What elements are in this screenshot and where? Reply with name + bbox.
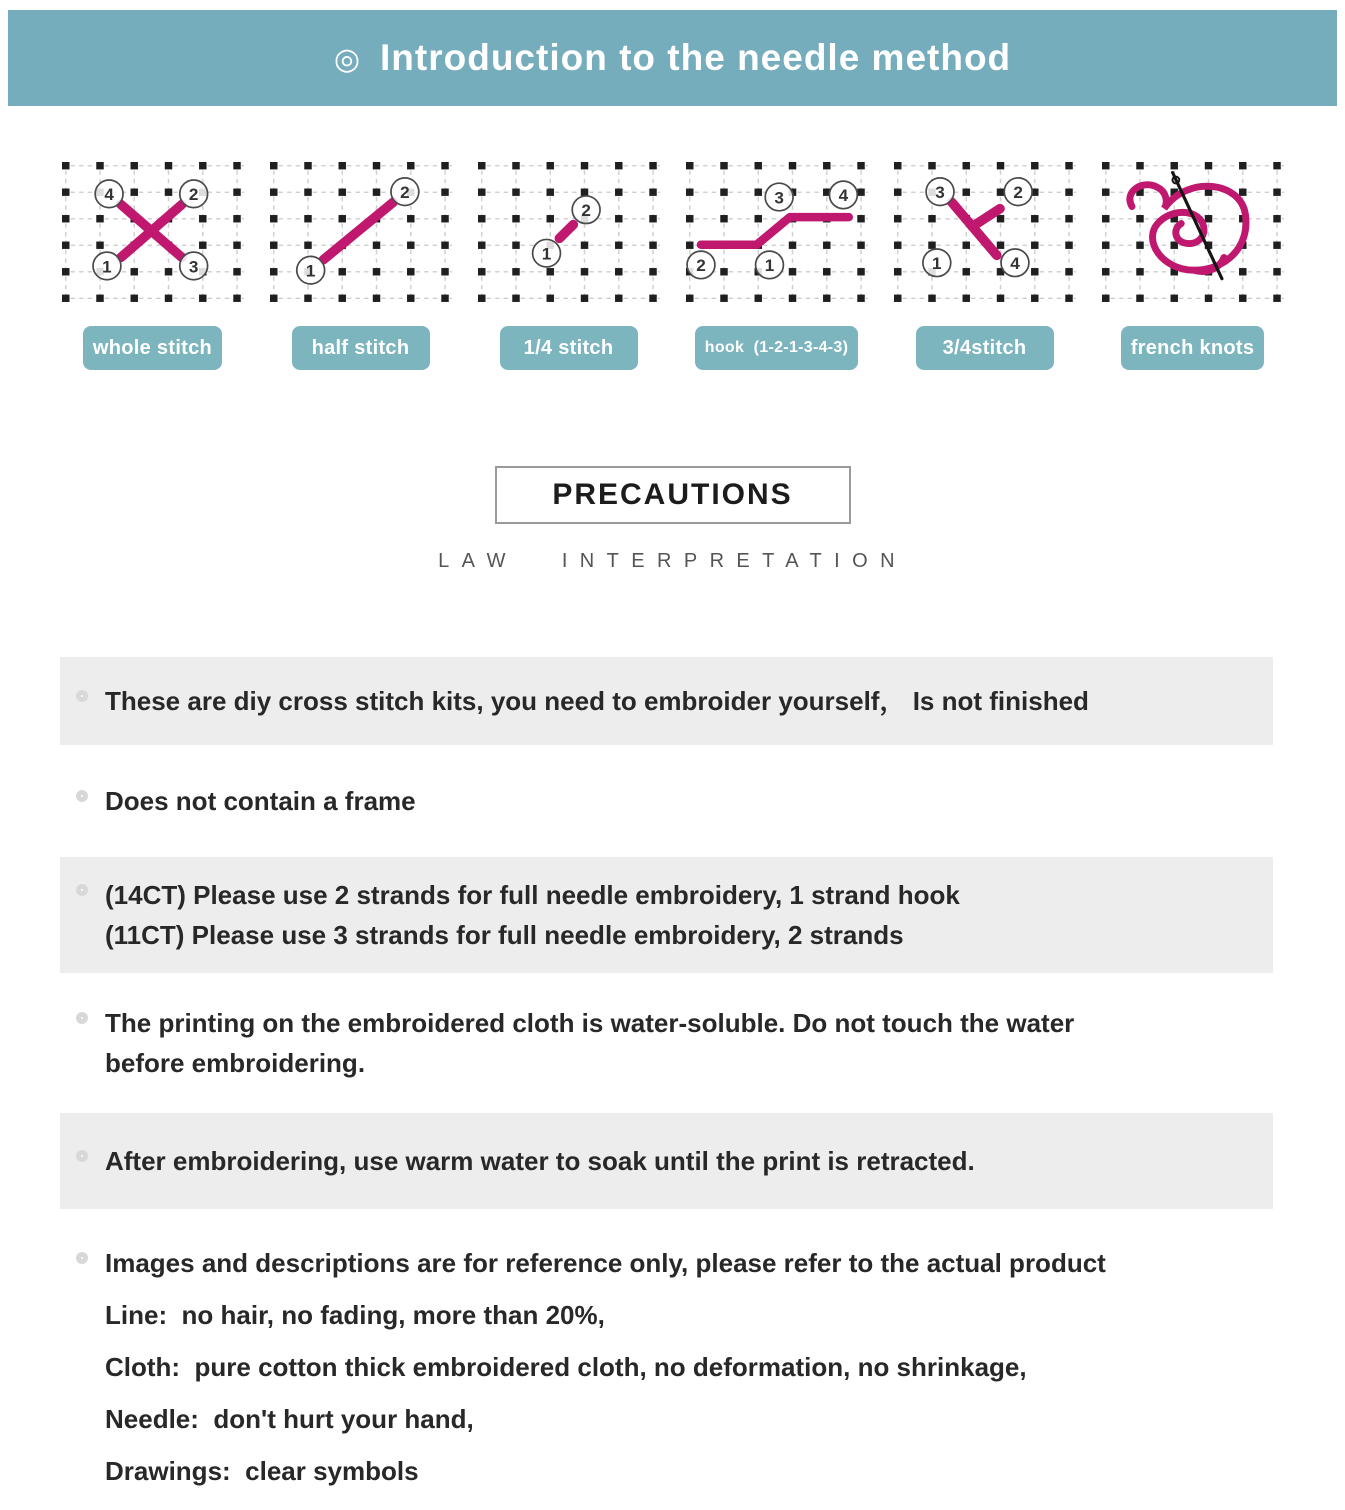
list-item bbox=[60, 985, 1273, 1101]
page-title: Introduction to the needle method bbox=[380, 37, 1012, 78]
ring-bullet-icon bbox=[76, 690, 88, 702]
ring-bullet-icon bbox=[76, 884, 88, 896]
stitch-panel-half bbox=[270, 162, 452, 370]
precautions-title: PRECAUTIONS bbox=[552, 478, 793, 511]
svg-text:4: 4 bbox=[103, 185, 114, 205]
svg-text:2: 2 bbox=[580, 201, 591, 221]
precaution-text: before embroidering. bbox=[105, 1048, 366, 1078]
stitch-label-french-knots: french knots bbox=[1121, 326, 1265, 370]
precautions-list bbox=[60, 657, 1273, 1499]
svg-text:3: 3 bbox=[188, 257, 198, 277]
law-interpretation-subtitle: LAW INTERPRETATION bbox=[438, 550, 907, 572]
precaution-subtext: Needle: don't hurt your hand, bbox=[105, 1404, 474, 1434]
hook-stitch-diagram bbox=[686, 162, 868, 302]
double-circle-icon: ◎ bbox=[333, 43, 361, 76]
list-item bbox=[60, 1113, 1273, 1209]
svg-text:3: 3 bbox=[934, 183, 945, 203]
precaution-text: After embroidering, use warm water to soak until the print is retracted. bbox=[105, 1146, 975, 1176]
precaution-subtext: Drawings: clear symbols bbox=[105, 1456, 419, 1486]
stitch-label-quarter: 1/4 stitch bbox=[500, 326, 638, 370]
stitch-panel-three-quarter bbox=[894, 162, 1076, 370]
svg-text:1: 1 bbox=[764, 256, 774, 276]
precaution-text: These are diy cross stitch kits, you need to embroider yourself， Is not finished bbox=[105, 686, 1089, 716]
svg-text:1: 1 bbox=[305, 261, 315, 281]
list-item bbox=[60, 857, 1273, 973]
list-item bbox=[60, 1221, 1273, 1499]
ring-bullet-icon bbox=[76, 1252, 88, 1264]
stitch-diagram-row bbox=[0, 162, 1345, 370]
quarter-stitch-diagram bbox=[478, 162, 660, 302]
whole-stitch-diagram bbox=[62, 162, 244, 302]
precaution-text: The printing on the embroidered cloth is water-soluble. Do not touch the water bbox=[105, 1008, 1075, 1038]
french-knots-diagram bbox=[1102, 162, 1284, 302]
ring-bullet-icon bbox=[76, 1012, 88, 1024]
stitch-label-three-quarter: 3/4stitch bbox=[916, 326, 1054, 370]
stitch-panel-french-knots bbox=[1102, 162, 1284, 370]
header-banner bbox=[8, 10, 1337, 106]
ring-bullet-icon bbox=[76, 1150, 88, 1162]
svg-text:4: 4 bbox=[838, 186, 848, 206]
half-stitch-diagram bbox=[270, 162, 452, 302]
svg-text:3: 3 bbox=[773, 188, 784, 208]
stitch-panel-quarter bbox=[478, 162, 660, 370]
list-item bbox=[60, 757, 1273, 845]
svg-text:2: 2 bbox=[399, 183, 410, 203]
svg-text:1: 1 bbox=[931, 254, 942, 274]
precaution-text: Images and descriptions are for reference only, please refer to the actual product bbox=[105, 1248, 1106, 1278]
svg-text:4: 4 bbox=[1009, 254, 1020, 274]
three-quarter-stitch-diagram bbox=[894, 162, 1076, 302]
stitch-label-whole: whole stitch bbox=[83, 326, 222, 370]
precaution-text: (14CT) Please use 2 strands for full needle embroidery, 1 strand hook bbox=[105, 880, 960, 910]
ring-bullet-icon bbox=[76, 790, 88, 802]
stitch-label-hook: hook (1-2-1-3-4-3) bbox=[695, 326, 859, 370]
list-item bbox=[60, 657, 1273, 745]
precaution-text: (11CT) Please use 3 strands for full needle embroidery, 2 strands bbox=[105, 920, 904, 950]
svg-text:1: 1 bbox=[101, 257, 112, 277]
precaution-subtext: Line: no hair, no fading, more than 20%, bbox=[105, 1300, 605, 1330]
precaution-subtext: Cloth: pure cotton thick embroidered cloth, no deformation, no shrinkage, bbox=[105, 1352, 1027, 1382]
stitch-label-half: half stitch bbox=[292, 326, 430, 370]
stitch-panel-hook bbox=[686, 162, 868, 370]
svg-text:2: 2 bbox=[1012, 183, 1023, 203]
svg-text:1: 1 bbox=[541, 244, 551, 264]
stitch-panel-whole bbox=[62, 162, 244, 370]
precautions-title-box bbox=[495, 466, 851, 524]
svg-text:2: 2 bbox=[188, 185, 198, 205]
precaution-text: Does not contain a frame bbox=[105, 786, 416, 816]
svg-text:2: 2 bbox=[695, 256, 706, 276]
